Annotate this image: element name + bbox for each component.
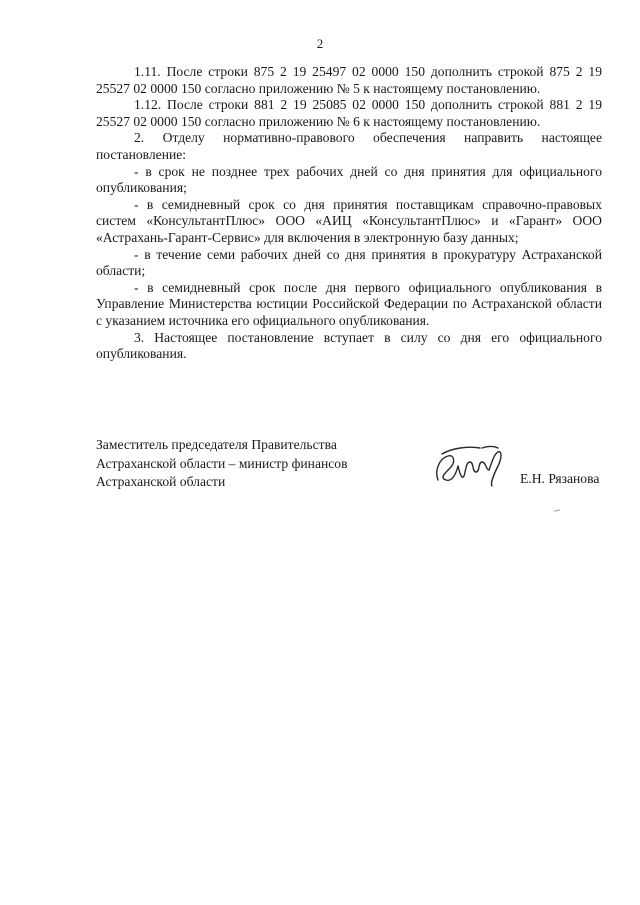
list-item-prosecutor: - в течение семи рабочих дней со дня принятия в прокуратуру Астраханской области;: [96, 246, 602, 279]
signatory-position-line: Астраханской области: [96, 474, 226, 489]
list-item-legal-systems: - в семидневный срок со дня принятия поставщикам справочно-правовых систем «КонсультантПлюс» ООО «АИЦ «КонсультантПлюс» и «Гарант» ООО «Астрахань-Гарант-Сервис» для включения в электронную базу данных;: [96, 196, 602, 245]
list-item-official-publication: - в срок не позднее трех рабочих дней со дня принятия для официального опубликования;: [96, 163, 602, 196]
signatory-position-line: Астраханской области – министр финансов: [96, 455, 348, 471]
document-body: [96, 64, 602, 363]
paragraph-2: 2. Отделу нормативно-правового обеспечения направить настоящее постановление:: [96, 130, 602, 162]
paragraph-3: 3. Настоящее постановление вступает в силу со дня его официального опубликования.: [96, 329, 602, 362]
signatory-name: Е.Н. Рязанова: [520, 471, 600, 486]
paragraph-1-11: 1.11. После строки 875 2 19 25497 02 0000 150 дополнить строкой 875 2 19 25527 02 0000 150 согласно приложению № 5 к настоящему постановлению.: [96, 64, 602, 96]
scan-mark: [554, 509, 560, 511]
paragraph-1-12: 1.12. После строки 881 2 19 25085 02 0000 150 дополнить строкой 881 2 19 25527 02 0000 150 согласно приложению № 6 к настоящему постановлению.: [96, 97, 602, 129]
signatory-position-line: Заместитель председателя Правительства: [96, 437, 337, 452]
signature-block: [96, 436, 602, 506]
handwritten-signature: [432, 440, 512, 490]
list-item-ministry-of-justice: - в семидневный срок после дня первого официального опубликования в Управление Министерства юстиции Российской Федерации по Астраханской области с указанием источника его официального опубликования.: [96, 279, 602, 328]
signatory-position: [96, 436, 416, 492]
page-number: 2: [316, 36, 324, 51]
